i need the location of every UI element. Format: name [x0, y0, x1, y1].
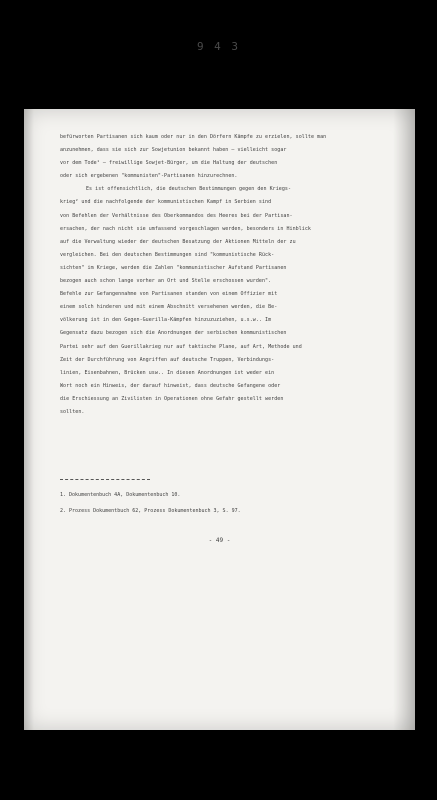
body-text — [60, 131, 390, 419]
text-line: linien, Eisenbahnen, Brücken usw.. In diesen Anordnungen ist weder ein — [60, 369, 275, 376]
text-line: sichten" im Kriege, werden die Zahlen "kommunistischer Aufstand Partisanen — [60, 264, 287, 271]
text-line: die Erschiessung an Zivilisten in Operationen ohne Gefahr gestellt werden — [60, 395, 284, 402]
text-line: anzunehmen, dass sie sich zur Sowjetunion bekannt haben – vielleicht sogar — [60, 147, 287, 154]
text-line: völkerung ist in den Gegen-Guerilla-Kämpfen hinzuzuziehen, u.s.w.. Im — [60, 317, 272, 324]
footnote: 1. Dokumentenbuch 4A, Dokumentenbuch 10. — [60, 492, 181, 498]
text-line: Gegensatz dazu bezogen sich die Anordnungen der serbischen kommunistischen — [60, 330, 287, 337]
text-line: auf die Verwaltung wieder der deutschen Besatzung der Aktionen Mitteln der zu — [60, 238, 296, 245]
text-line: ersachen, der nach nicht sie umfassend vorgeschlagen werden, besonders in Hinblick — [60, 225, 311, 232]
text-line: Es ist offensichtlich, die deutschen Bestimmungen gegen den Kriegs- — [86, 186, 292, 193]
text-line: Zeit der Durchführung von Angriffen auf deutsche Truppen, Verbindungs- — [60, 356, 275, 363]
document-page — [24, 109, 415, 730]
text-line: Wort noch ein Hinweis, der darauf hinweist, dass deutsche Gefangene oder — [60, 382, 281, 389]
text-line: vor dem Tode¹ – freiwillige Sowjet-Bürger, um die Haltung der deutschen — [60, 160, 278, 167]
text-line: krieg² und die nachfolgende der kommunistischen Kampf in Serbien sind — [60, 199, 272, 206]
footnote: 2. Prozess Dokumentbuch 62, Prozess Dokumentenbuch 3, S. 97. — [60, 508, 241, 514]
text-line: Befehle zur Gefangennahme von Partisanen standen von einem Offizier mit — [60, 291, 278, 298]
text-line: befürworten Partisanen sich kaum oder nur in den Dörfern Kämpfe zu erzielen, sollte man — [60, 134, 327, 140]
footnote-divider — [60, 479, 150, 480]
footnotes — [60, 487, 390, 519]
page-number: - 49 - — [208, 537, 231, 544]
text-line: einem solch hinderen und mit einem Abschnitt versehenen werden, die Be- — [60, 304, 278, 311]
text-line: von Befehlen der Verhältnisse des Oberkommandos des Heeres bei der Partisan- — [60, 212, 293, 219]
microfilm-frame-number: 9 4 3 — [196, 40, 241, 53]
text-line: sollten. — [60, 408, 85, 415]
text-line: bezogen auch schon lange vorher an Ort und Stelle erschossen wurden". — [60, 278, 272, 285]
text-line: Partei sehr auf den Guerillakrieg nur auf taktische Plane, auf Art, Methode und — [60, 343, 302, 350]
text-line: vergleichen. Bei den deutschen Bestimmungen sind "kommunistische Rück- — [60, 251, 275, 258]
text-line: oder sich ergebenen "kommunisten"-Partisanen hinzurechnen. — [60, 173, 238, 180]
